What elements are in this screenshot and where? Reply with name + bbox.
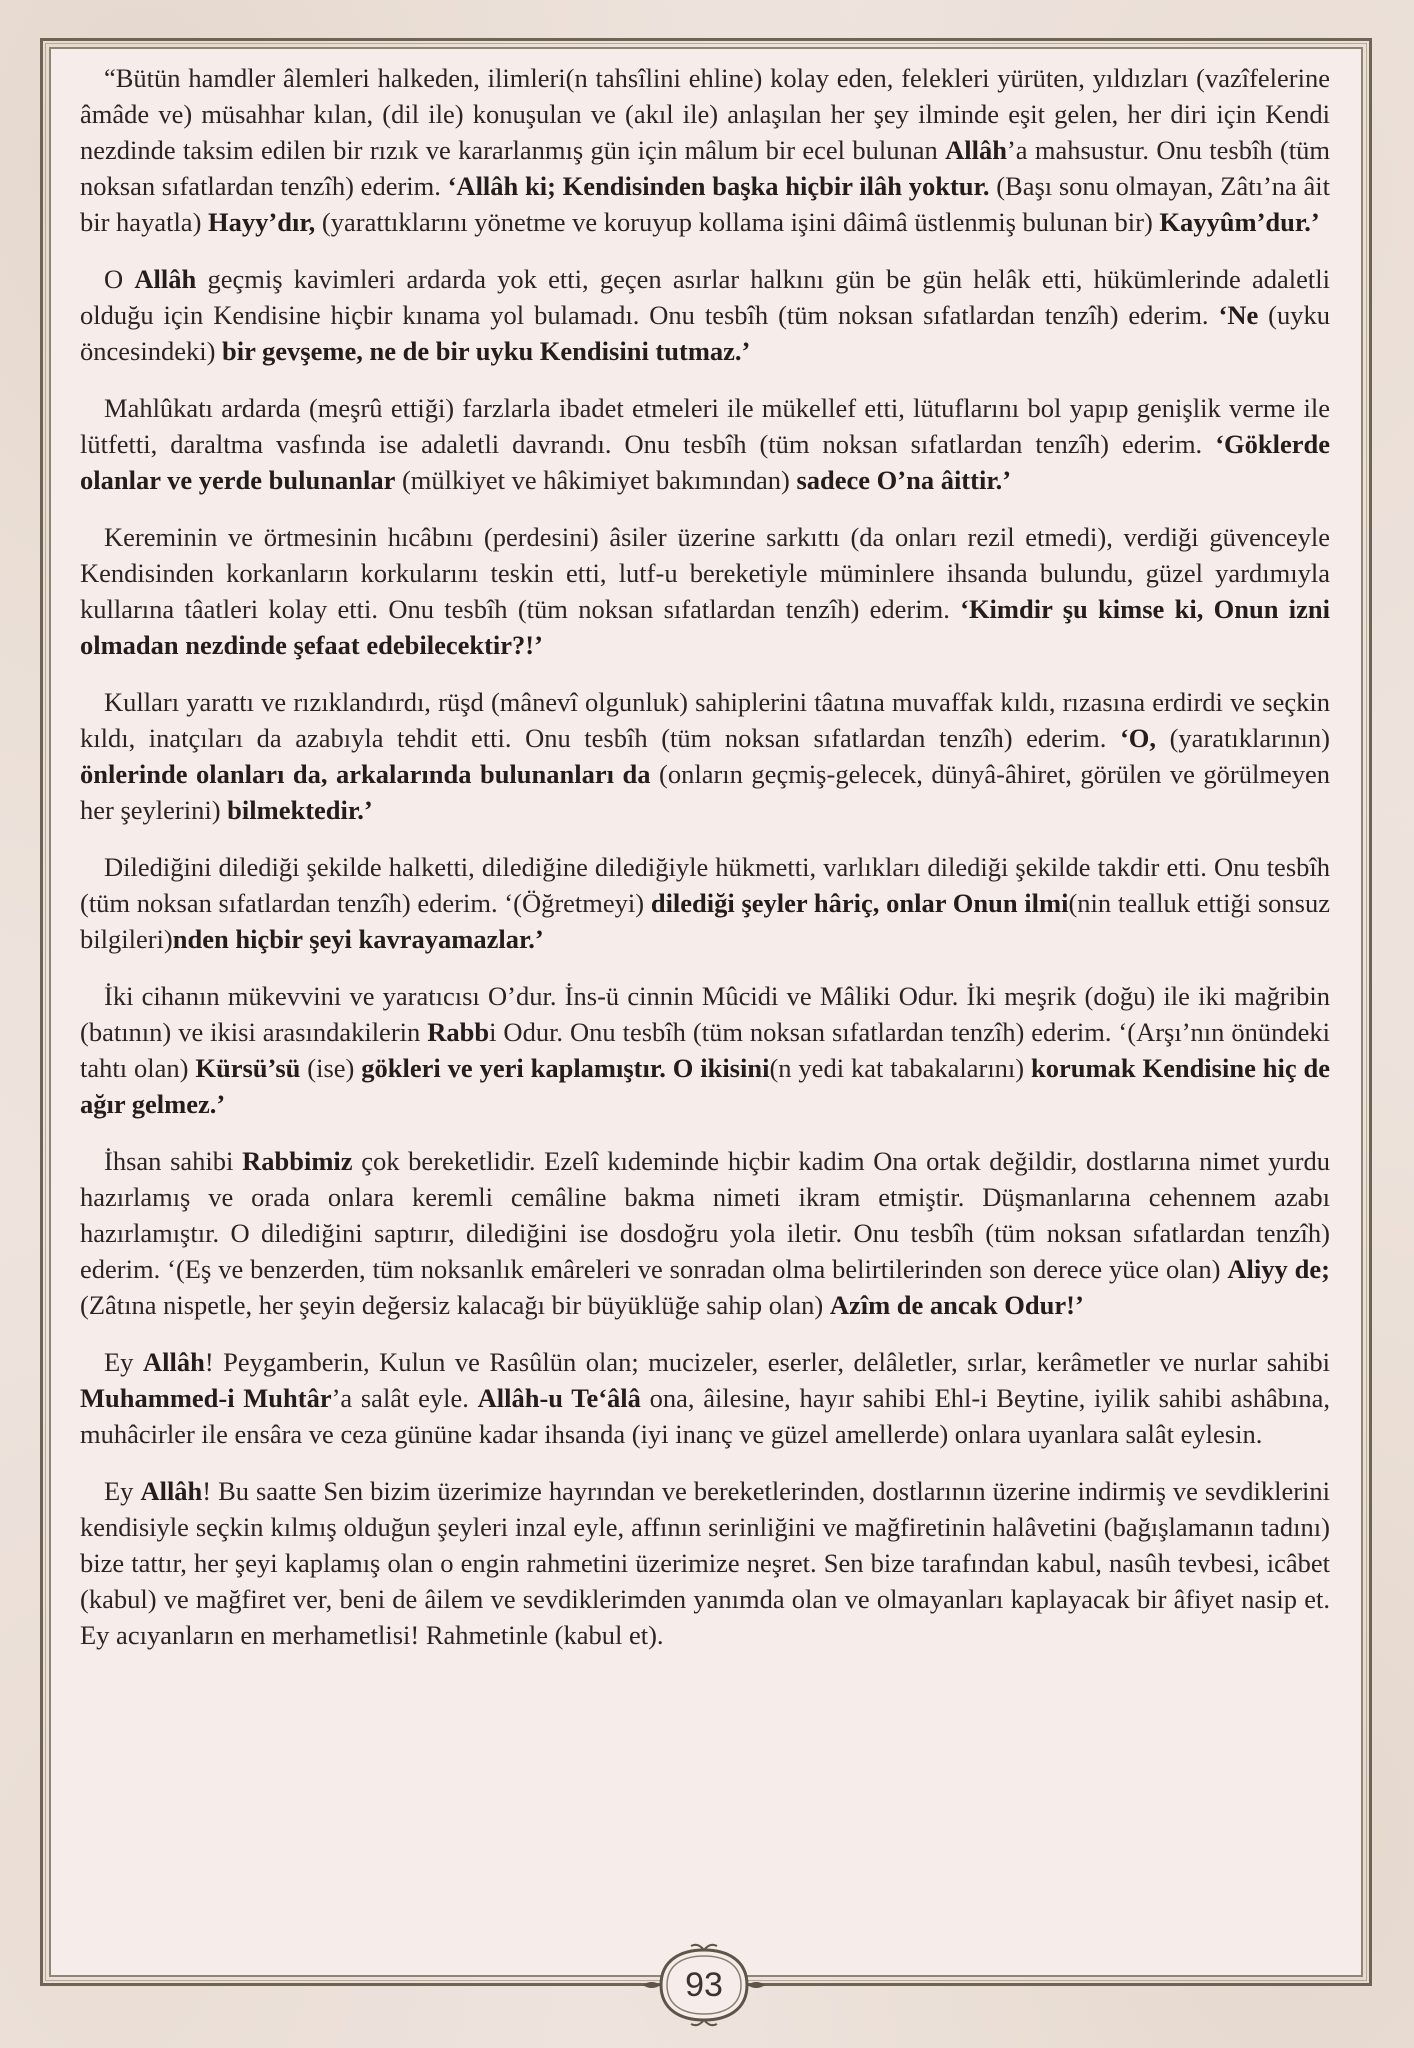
page-number-ornament	[641, 1942, 767, 2028]
paragraph: Dilediğini dilediği şekilde halketti, dilediğine dilediğiyle hükmetti, varlıkları dilediği şekilde takdir etti. Onu tesbîh (tüm noksan sıfatlardan tenzîh) ederim. ‘(Öğretmeyi) dilediği şeyler hâriç, onlar Onun ilmi(nin tealluk ettiği sonsuz bilgileri)nden hiçbir şeyi kavrayamazlar.’	[80, 852, 1330, 954]
paragraph: İhsan sahibi Rabbimiz çok bereketlidir. Ezelî kıdeminde hiçbir kadim Ona ortak değildir, dostlarına nimet yurdu hazırlamış ve orada onlara keremli cemâline bakma nimeti ikram etmiştir. Düşmanlarına cehennem azabı hazırlamıştır. O dilediğini saptırır, dilediğini ise dosdoğru yola iletir. Onu tesbîh (tüm noksan sıfatlardan tenzîh) ederim. ‘(Eş ve benzerden, tüm noksanlık emâreleri ve sonradan olma belirtilerinden son derece yüce olan) Aliyy de; (Zâtına nispetle, her şeyin değersiz kalacağı bir büyüklüğe sahip olan) Azîm de ancak Odur!’	[80, 1146, 1331, 1320]
paragraph: O Allâh geçmiş kavimleri ardarda yok etti, geçen asırlar halkını gün be gün helâk etti, hükümlerinde adaletli olduğu için Kendisine hiçbir kınama yol bulamadı. Onu tesbîh (tüm noksan sıfatlardan tenzîh) ederim. ‘Ne (uyku öncesindeki) bir gevşeme, ne de bir uyku Kendisini tutmaz.’	[80, 264, 1331, 366]
paragraph: “Bütün hamdler âlemleri halkeden, ilimleri(n tahsîlini ehline) kolay eden, felekleri yürüten, yıldızları (vazîfelerine âmâde ve) müsahhar kılan, (dil ile) konuşulan ve (akıl ile) anlaşılan her şey ilminde eşit gelen, her diri için Kendi nezdinde taksim edilen bir rızık ve kararlanmış gün için mâlum bir ecel bulunan Allâh’a mahsustur. Onu tesbîh (tüm noksan sıfatlardan tenzîh) ederim. ‘Allâh ki; Kendisinden başka hiçbir ilâh yoktur. (Başı sonu olmayan, Zâtı’na âit bir hayatla) Hayy’dır, (yarattıklarını yönetme ve koruyup kollama işini dâimâ üstlenmiş bulunan bir) Kayyûm’dur.’	[80, 63, 1330, 237]
page-number: 93	[685, 1966, 723, 2004]
paragraph: Ey Allâh! Peygamberin, Kulun ve Rasûlün olan; mucizeler, eserler, delâletler, sırlar, kerâmetler ve nurlar sahibi Muhammed-i Muhtâr’a salât eyle. Allâh-u Te‘âlâ ona, âilesine, hayır sahibi Ehl-i Beytine, iyilik sahibi ashâbına, muhâcirler ile ensâra ve ceza gününe kadar ihsanda (iyi inanç ve güzel amellerde) onlara uyanlara salât eylesin.	[80, 1347, 1331, 1449]
paragraph: İki cihanın mükevvini ve yaratıcısı O’dur. İns-ü cinnin Mûcidi ve Mâliki Odur. İki meşrik (doğu) ile iki mağribin (batının) ve ikisi arasındakilerin Rabbi Odur. Onu tesbîh (tüm noksan sıfatlardan tenzîh) ederim. ‘(Arşı’nın önündeki tahtı olan) Kürsü’sü (ise) gökleri ve yeri kaplamıştır. O ikisini(n yedi kat tabakalarını) korumak Kendisine hiç de ağır gelmez.’	[80, 981, 1330, 1119]
paragraph: Ey Allâh! Bu saatte Sen bizim üzerimize hayrından ve bereketlerinden, dostlarının üzerine indirmiş ve sevdiklerini kendisiyle seçkin kılmış olduğun şeyleri inzal eyle, affının serinliğini ve mağfiretinin halâvetini (bağışlamanın tadını) bize tattır, her şeyi kaplamış olan o engin rahmetini üzerimize neşret. Sen bize tarafından kabul, nasûh tevbesi, icâbet (kabul) ve mağfiret ver, beni de âilem ve sevdiklerimden yanımda olan ve olmayanları kaplayacak bir âfiyet nasip et. Ey acıyanların en merhametlisi! Rahmetinle (kabul et).	[80, 1476, 1331, 1650]
paragraph: Kereminin ve örtmesinin hıcâbını (perdesini) âsiler üzerine sarkıttı (da onları rezil etmedi), verdiği güvenceyle Kendisinden korkanların korkularını teskin etti, lutf-u bereketiyle müminlere ihsanda bulundu, güzel yardımıyla kullarına tâatleri kolay etti. Onu tesbîh (tüm noksan sıfatlardan tenzîh) ederim. ‘Kimdir şu kimse ki, Onun izni olmadan nezdinde şefaat edebilecektir?!’	[80, 522, 1330, 660]
paragraph: Mahlûkatı ardarda (meşrû ettiği) farzlarla ibadet etmeleri ile mükellef etti, lütuflarını bol yapıp genişlik verme ile lütfetti, daraltma vasfında ise adaletli davrandı. Onu tesbîh (tüm noksan sıfatlardan tenzîh) ederim. ‘Göklerde olanlar ve yerde bulunanlar (mülkiyet ve hâkimiyet bakımından) sadece O’na âittir.’	[80, 393, 1330, 495]
paragraph: Kulları yarattı ve rızıklandırdı, rüşd (mânevî olgunluk) sahiplerini tâatına muvaffak kıldı, rızasına erdirdi ve seçkin kıldı, inatçıları da azabıyla tehdit etti. Onu tesbîh (tüm noksan sıfatlardan tenzîh) ederim. ‘O, (yaratıklarının) önlerinde olanları da, arkalarında bulunanları da (onların geçmiş-gelecek, dünyâ-âhiret, görülen ve görülmeyen her şeylerini) bilmektedir.’	[80, 687, 1330, 825]
page-body	[80, 60, 1330, 1674]
